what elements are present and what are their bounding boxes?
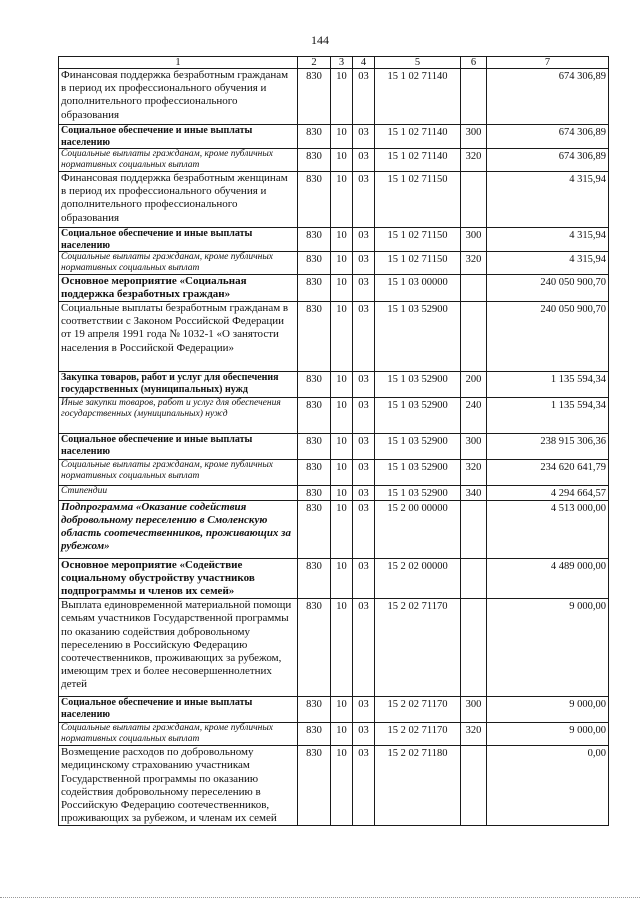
amount-cell: 9 000,00 [487, 599, 609, 697]
section-cell: 10 [331, 486, 353, 501]
row-name-cell: Подпрограмма «Оказание содействия добровольному переселению в Смоленскую область соотечественников, проживающих за рубежом» [59, 501, 298, 559]
section-cell: 10 [331, 125, 353, 149]
ministry-code-cell: 830 [298, 486, 331, 501]
ministry-code-cell: 830 [298, 398, 331, 434]
target-item-cell: 15 2 02 71170 [375, 723, 461, 746]
ministry-code-cell: 830 [298, 252, 331, 275]
target-item-cell: 15 1 03 52900 [375, 460, 461, 486]
section-cell: 10 [331, 434, 353, 460]
header-col-4: 4 [353, 57, 375, 69]
section-cell: 10 [331, 398, 353, 434]
ministry-code-cell: 830 [298, 697, 331, 723]
target-item-cell: 15 1 03 00000 [375, 275, 461, 302]
table-row [59, 149, 609, 172]
table-row [59, 398, 609, 434]
section-cell: 10 [331, 746, 353, 826]
expense-type-cell: 240 [461, 398, 487, 434]
row-name-cell: Социальные выплаты гражданам, кроме публичных нормативных социальных выплат [59, 460, 298, 486]
ministry-code-cell: 830 [298, 125, 331, 149]
ministry-code-cell: 830 [298, 228, 331, 252]
target-item-cell: 15 1 03 52900 [375, 372, 461, 398]
table-row [59, 172, 609, 228]
table-row [59, 460, 609, 486]
header-col-2: 2 [298, 57, 331, 69]
table-row [59, 723, 609, 746]
subsection-cell: 03 [353, 501, 375, 559]
subsection-cell: 03 [353, 149, 375, 172]
header-col-5: 5 [375, 57, 461, 69]
table-row [59, 302, 609, 372]
subsection-cell: 03 [353, 398, 375, 434]
section-cell: 10 [331, 172, 353, 228]
subsection-cell: 03 [353, 486, 375, 501]
target-item-cell: 15 1 02 71140 [375, 125, 461, 149]
expense-type-cell [461, 172, 487, 228]
subsection-cell: 03 [353, 372, 375, 398]
table-body [59, 69, 609, 826]
row-name-cell: Социальное обеспечение и иные выплаты населению [59, 125, 298, 149]
subsection-cell: 03 [353, 228, 375, 252]
subsection-cell: 03 [353, 559, 375, 599]
section-cell: 10 [331, 69, 353, 125]
row-name-cell: Финансовая поддержка безработным женщинам в период их профессионального обучения и дополнительного профессионального образования [59, 172, 298, 228]
ministry-code-cell: 830 [298, 372, 331, 398]
amount-cell: 674 306,89 [487, 125, 609, 149]
ministry-code-cell: 830 [298, 559, 331, 599]
section-cell: 10 [331, 501, 353, 559]
ministry-code-cell: 830 [298, 599, 331, 697]
table-row [59, 486, 609, 501]
row-name-cell: Возмещение расходов по добровольному медицинскому страхованию участникам Государственной программы по оказанию содействия добровольному переселению в Российскую Федерацию соотечественников, проживающих за рубежом, и членам их семей [59, 746, 298, 826]
expense-type-cell: 320 [461, 252, 487, 275]
section-cell: 10 [331, 302, 353, 372]
subsection-cell: 03 [353, 460, 375, 486]
section-cell: 10 [331, 460, 353, 486]
amount-cell: 238 915 306,36 [487, 434, 609, 460]
ministry-code-cell: 830 [298, 460, 331, 486]
subsection-cell: 03 [353, 746, 375, 826]
row-name-cell: Иные закупки товаров, работ и услуг для обеспечения государственных (муниципальных) нужд [59, 398, 298, 434]
section-cell: 10 [331, 275, 353, 302]
row-name-cell: Основное мероприятие «Социальная поддержка безработных граждан» [59, 275, 298, 302]
section-cell: 10 [331, 599, 353, 697]
subsection-cell: 03 [353, 697, 375, 723]
target-item-cell: 15 1 03 52900 [375, 434, 461, 460]
table-row [59, 697, 609, 723]
amount-cell: 234 620 641,79 [487, 460, 609, 486]
header-col-3: 3 [331, 57, 353, 69]
table-row [59, 125, 609, 149]
target-item-cell: 15 1 02 71150 [375, 172, 461, 228]
amount-cell: 240 050 900,70 [487, 302, 609, 372]
row-name-cell: Выплата единовременной материальной помощи семьям участников Государственной программы по оказанию содействия добровольному переселению в Российскую Федерацию соотечественников, проживающих за рубежом, имеющим трех и более несовершеннолетних детей [59, 599, 298, 697]
target-item-cell: 15 2 00 00000 [375, 501, 461, 559]
row-name-cell: Социальные выплаты гражданам, кроме публичных нормативных социальных выплат [59, 252, 298, 275]
section-cell: 10 [331, 372, 353, 398]
target-item-cell: 15 1 02 71150 [375, 228, 461, 252]
expense-type-cell [461, 746, 487, 826]
row-name-cell: Социальное обеспечение и иные выплаты населению [59, 228, 298, 252]
ministry-code-cell: 830 [298, 434, 331, 460]
table-row [59, 228, 609, 252]
subsection-cell: 03 [353, 302, 375, 372]
section-cell: 10 [331, 559, 353, 599]
ministry-code-cell: 830 [298, 501, 331, 559]
subsection-cell: 03 [353, 172, 375, 228]
table-row [59, 746, 609, 826]
subsection-cell: 03 [353, 434, 375, 460]
expense-type-cell: 300 [461, 697, 487, 723]
amount-cell: 674 306,89 [487, 149, 609, 172]
target-item-cell: 15 2 02 71170 [375, 697, 461, 723]
row-name-cell: Финансовая поддержка безработным гражданам в период их профессионального обучения и дополнительного профессионального образования [59, 69, 298, 125]
expense-type-cell: 200 [461, 372, 487, 398]
row-name-cell: Социальное обеспечение и иные выплаты населению [59, 434, 298, 460]
section-cell: 10 [331, 252, 353, 275]
row-name-cell: Социальные выплаты гражданам, кроме публичных нормативных социальных выплат [59, 723, 298, 746]
header-col-6: 6 [461, 57, 487, 69]
table-row [59, 501, 609, 559]
subsection-cell: 03 [353, 723, 375, 746]
amount-cell: 4 294 664,57 [487, 486, 609, 501]
amount-cell: 240 050 900,70 [487, 275, 609, 302]
target-item-cell: 15 1 03 52900 [375, 398, 461, 434]
header-col-1: 1 [59, 57, 298, 69]
row-name-cell: Стипендии [59, 486, 298, 501]
ministry-code-cell: 830 [298, 172, 331, 228]
expense-type-cell: 320 [461, 723, 487, 746]
section-cell: 10 [331, 723, 353, 746]
subsection-cell: 03 [353, 125, 375, 149]
amount-cell: 4 489 000,00 [487, 559, 609, 599]
target-item-cell: 15 2 02 71170 [375, 599, 461, 697]
section-cell: 10 [331, 228, 353, 252]
amount-cell: 1 135 594,34 [487, 372, 609, 398]
target-item-cell: 15 1 02 71140 [375, 149, 461, 172]
expense-type-cell [461, 302, 487, 372]
amount-cell: 1 135 594,34 [487, 398, 609, 434]
ministry-code-cell: 830 [298, 746, 331, 826]
target-item-cell: 15 1 02 71150 [375, 252, 461, 275]
table-row [59, 252, 609, 275]
target-item-cell: 15 2 02 00000 [375, 559, 461, 599]
budget-table [58, 56, 609, 826]
ministry-code-cell: 830 [298, 69, 331, 125]
row-name-cell: Основное мероприятие «Содействие социальному обустройству участников подпрограммы и членов их семей» [59, 559, 298, 599]
row-name-cell: Закупка товаров, работ и услуг для обеспечения государственных (муниципальных) нужд [59, 372, 298, 398]
target-item-cell: 15 1 03 52900 [375, 486, 461, 501]
amount-cell: 4 315,94 [487, 228, 609, 252]
ministry-code-cell: 830 [298, 149, 331, 172]
amount-cell: 674 306,89 [487, 69, 609, 125]
section-cell: 10 [331, 697, 353, 723]
subsection-cell: 03 [353, 599, 375, 697]
section-cell: 10 [331, 149, 353, 172]
page-number: 144 [311, 33, 329, 47]
expense-type-cell: 320 [461, 149, 487, 172]
expense-type-cell [461, 599, 487, 697]
row-name-cell: Социальное обеспечение и иные выплаты населению [59, 697, 298, 723]
expense-type-cell [461, 275, 487, 302]
table-row [59, 559, 609, 599]
expense-type-cell [461, 559, 487, 599]
expense-type-cell [461, 501, 487, 559]
table-row [59, 599, 609, 697]
expense-type-cell: 320 [461, 460, 487, 486]
target-item-cell: 15 2 02 71180 [375, 746, 461, 826]
table-row [59, 434, 609, 460]
bottom-divider [0, 897, 640, 899]
amount-cell: 4 315,94 [487, 252, 609, 275]
ministry-code-cell: 830 [298, 723, 331, 746]
expense-type-cell: 300 [461, 125, 487, 149]
header-row [59, 57, 609, 69]
ministry-code-cell: 830 [298, 302, 331, 372]
header-col-7: 7 [487, 57, 609, 69]
target-item-cell: 15 1 02 71140 [375, 69, 461, 125]
expense-type-cell: 300 [461, 434, 487, 460]
row-name-cell: Социальные выплаты гражданам, кроме публичных нормативных социальных выплат [59, 149, 298, 172]
expense-type-cell [461, 69, 487, 125]
subsection-cell: 03 [353, 275, 375, 302]
amount-cell: 0,00 [487, 746, 609, 826]
table-row [59, 372, 609, 398]
amount-cell: 4 513 000,00 [487, 501, 609, 559]
ministry-code-cell: 830 [298, 275, 331, 302]
subsection-cell: 03 [353, 252, 375, 275]
expense-type-cell: 340 [461, 486, 487, 501]
target-item-cell: 15 1 03 52900 [375, 302, 461, 372]
amount-cell: 4 315,94 [487, 172, 609, 228]
table-row [59, 69, 609, 125]
expense-type-cell: 300 [461, 228, 487, 252]
subsection-cell: 03 [353, 69, 375, 125]
row-name-cell: Социальные выплаты безработным гражданам в соответствии с Законом Российской Федерации от 19 апреля 1991 года № 1032-1 «О занятости населения в Российской Федерации» [59, 302, 298, 372]
amount-cell: 9 000,00 [487, 697, 609, 723]
table-row [59, 275, 609, 302]
amount-cell: 9 000,00 [487, 723, 609, 746]
